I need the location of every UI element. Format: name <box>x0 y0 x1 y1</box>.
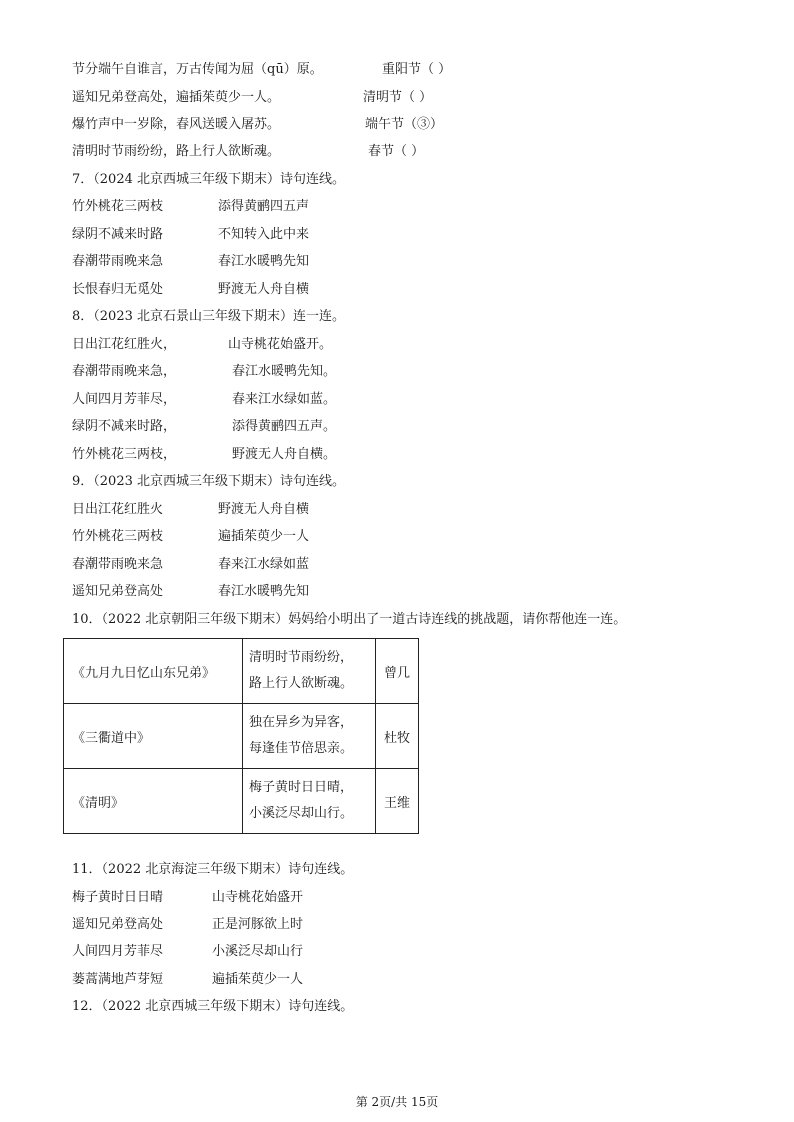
verse-line: 小溪泛尽却山行。 <box>249 806 354 821</box>
q7-right: 不知转入此中来 <box>218 227 310 242</box>
verse-line: 独在异乡为异客， <box>249 715 354 730</box>
verse-line: 路上行人欲断魂。 <box>249 676 354 691</box>
q6-right: 重阳节（ ） <box>382 62 452 77</box>
q7-left: 绿阴不减来时路 <box>72 227 164 242</box>
q7-left: 竹外桃花三两枝 <box>72 199 164 214</box>
poem-verse <box>243 639 376 704</box>
q6-right: 春节（ ） <box>368 144 425 159</box>
q8-row <box>72 390 337 410</box>
poem-title: 《清明》 <box>64 769 243 834</box>
q9-row <box>72 500 310 520</box>
q6-right: 清明节（ ） <box>363 90 433 105</box>
q11-right: 正是河豚欲上时 <box>212 917 304 932</box>
q11-row <box>72 888 304 908</box>
q12-heading: 12．（2022 北京西城三年级下期末）诗句连线。 <box>72 999 354 1014</box>
q8-right: 春来江水绿如蓝。 <box>232 392 337 407</box>
q9-row <box>72 527 310 547</box>
q7-row <box>72 197 310 217</box>
q6-left: 清明时节雨纷纷，路上行人欲断魂。 <box>72 144 281 159</box>
q6-left: 爆竹声中一岁除，春风送暖入屠苏。 <box>72 117 281 132</box>
q11-right: 山寺桃花始盛开 <box>212 890 304 905</box>
q8-row <box>72 335 333 355</box>
q7-left: 春潮带雨晚来急 <box>72 254 164 269</box>
q9-left: 春潮带雨晚来急 <box>72 557 164 572</box>
page-footer: 第 2页/共 15页 <box>355 1095 439 1109</box>
q9-right: 遍插茱萸少一人 <box>218 529 310 544</box>
q7-left: 长恨春归无觅处 <box>72 282 164 297</box>
verse-line: 每逢佳节倍思亲。 <box>249 741 354 756</box>
q8-left: 绿阴不减来时路， <box>72 419 177 434</box>
q10-heading: 10．（2022 北京朝阳三年级下期末）妈妈给小明出了一道古诗连线的挑战题，请你帮他连一连。 <box>72 612 627 627</box>
table-row <box>64 704 419 769</box>
q8-heading: 8．（2023 北京石景山三年级下期末）连一连。 <box>72 309 345 324</box>
q9-left: 日出江花红胜火 <box>72 502 164 517</box>
verse-line: 梅子黄时日日晴， <box>249 780 354 795</box>
poem-title: 《三衢道中》 <box>64 704 243 769</box>
q11-left: 人间四月芳菲尽 <box>72 944 164 959</box>
poem-author: 王维 <box>376 769 419 834</box>
q9-row <box>72 555 310 575</box>
q6-left: 节分端午自谁言，万古传闻为屈（qū）原。 <box>72 62 323 77</box>
q11-left: 蒌蒿满地芦芽短 <box>72 972 164 987</box>
q9-left: 遥知兄弟登高处 <box>72 584 164 599</box>
poem-author: 曾几 <box>376 639 419 704</box>
q11-row <box>72 915 304 935</box>
q8-left: 春潮带雨晚来急， <box>72 364 177 379</box>
table-row <box>64 769 419 834</box>
q7-right: 春江水暖鸭先知 <box>218 254 310 269</box>
q7-row <box>72 252 310 272</box>
q8-left: 人间四月芳菲尽， <box>72 392 177 407</box>
q8-row <box>72 445 337 465</box>
q8-row <box>72 417 337 437</box>
q6-left: 遥知兄弟登高处，遍插茱萸少一人。 <box>72 90 281 105</box>
q9-heading: 9．（2023 北京西城三年级下期末）诗句连线。 <box>72 474 345 489</box>
q7-heading: 7．（2024 北京西城三年级下期末）诗句连线。 <box>72 172 345 187</box>
q6-row <box>72 88 433 108</box>
q8-left: 日出江花红胜火， <box>72 337 177 352</box>
q8-right: 山寺桃花始盛开。 <box>228 337 333 352</box>
q11-left: 遥知兄弟登高处 <box>72 917 164 932</box>
q7-row <box>72 225 310 245</box>
q7-row <box>72 280 310 300</box>
q7-right: 添得黄鹂四五声 <box>218 199 310 214</box>
poem-verse <box>243 704 376 769</box>
q8-right: 野渡无人舟自横。 <box>232 447 337 462</box>
q6-row <box>72 115 444 135</box>
q9-right: 野渡无人舟自横 <box>218 502 310 517</box>
q8-left: 竹外桃花三两枝， <box>72 447 177 462</box>
q7-right: 野渡无人舟自横 <box>218 282 310 297</box>
q9-right: 春江水暖鸭先知 <box>218 584 310 599</box>
q6-right: 端午节（③） <box>365 117 444 132</box>
poem-author: 杜牧 <box>376 704 419 769</box>
q9-left: 竹外桃花三两枝 <box>72 529 164 544</box>
q11-right: 遍插茱萸少一人 <box>212 972 304 987</box>
q8-right: 春江水暖鸭先知。 <box>232 364 337 379</box>
verse-line: 清明时节雨纷纷， <box>249 650 354 665</box>
q6-row <box>72 142 425 162</box>
q11-row <box>72 942 304 962</box>
q9-row <box>72 582 310 602</box>
poem-match-table <box>63 638 419 834</box>
poem-title: 《九月九日忆山东兄弟》 <box>64 639 243 704</box>
q8-right: 添得黄鹂四五声。 <box>232 419 337 434</box>
q8-row <box>72 362 337 382</box>
table-row <box>64 639 419 704</box>
q6-row <box>72 60 452 80</box>
q11-right: 小溪泛尽却山行 <box>212 944 304 959</box>
q11-left: 梅子黄时日日晴 <box>72 890 164 905</box>
q9-right: 春来江水绿如蓝 <box>218 557 310 572</box>
q11-heading: 11．（2022 北京海淀三年级下期末）诗句连线。 <box>72 862 354 877</box>
q11-row <box>72 970 304 990</box>
poem-verse <box>243 769 376 834</box>
